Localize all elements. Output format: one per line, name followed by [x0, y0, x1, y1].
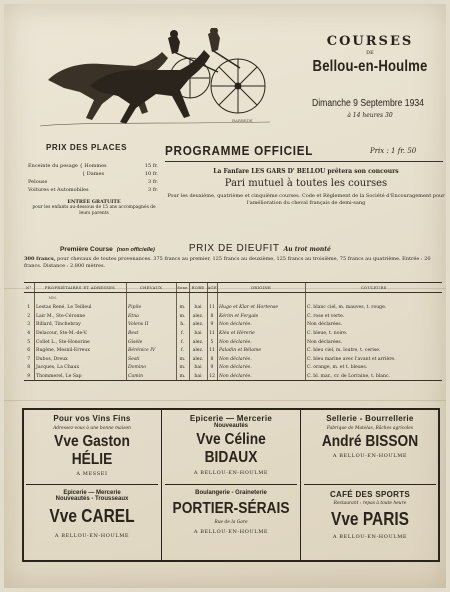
- race-heading: [60, 243, 440, 254]
- runner-number: 3: [27, 322, 31, 328]
- runner-number: 2: [27, 313, 31, 319]
- runner-owner: Lestas René, Le Teilleul: [34, 304, 126, 313]
- col-header: ROBE: [189, 283, 207, 293]
- ad-divider: [165, 484, 297, 485]
- table-row: [24, 304, 442, 313]
- runner-robe: bai: [189, 364, 207, 373]
- race-conditions: pour chevaux de toutes provenances. 375 francs au premier, 125 francs au deuxième, 125 francs au troisième, 75 francs au quatrième. Entrée : 20 francs. Distance : 2.800 mètres.: [24, 256, 431, 269]
- col-header: CHEVAUX: [126, 283, 176, 293]
- ad-name: Vve CAREL: [49, 506, 135, 526]
- divider: [165, 161, 443, 162]
- ad-subheading: Nouveautés - Trousseaux: [55, 496, 129, 502]
- prix-des-places-title: PRIX DES PLACES: [46, 143, 128, 152]
- ad-tagline: Restaurant : repas à toute heure: [333, 501, 407, 506]
- runner-owner: Jacques, La Chaux: [34, 364, 126, 373]
- runner-owner: Billard, Tinchebray: [34, 321, 126, 330]
- price-label: Enceinte du pesage { Hommes: [28, 163, 107, 169]
- pari-mutuel-title: Pari mutuel à toutes les courses: [224, 178, 388, 189]
- runner-origin: Kléa et Hérerie: [217, 329, 305, 338]
- runner-owner: Delacour, Ste-M.-de-V.: [34, 329, 126, 338]
- owner-prefix: MM.: [34, 293, 126, 304]
- ad-heading: Epicerie — Mercerie: [63, 490, 121, 496]
- runners-table: [24, 282, 442, 381]
- runner-origin: Non déclarée.: [217, 321, 305, 330]
- runner-number: 6: [27, 348, 31, 354]
- free-entry-text: pour les enfants au-dessous de 15 ans accompagnés de leurs parents: [32, 205, 156, 216]
- price-label: Voitures et Automobiles: [28, 187, 89, 193]
- table-row: [24, 312, 442, 321]
- ad-heading: Pour vos Vins Fins: [53, 414, 131, 423]
- runner-sex: f.: [176, 346, 189, 355]
- runner-number: 9: [24, 372, 34, 381]
- price-row: [28, 162, 158, 170]
- trotting-horses-engraving: [40, 28, 270, 128]
- ad-carel: [24, 490, 160, 539]
- runner-colors: C. bleue, t. noire.: [305, 329, 442, 338]
- ad-celine-bidaux: [163, 414, 299, 476]
- ad-name: PORTIER-SÉRAIS: [172, 500, 290, 517]
- price-value: 3 fr.: [147, 187, 158, 193]
- runner-robe: alez.: [189, 338, 207, 347]
- runner-sex: m.: [176, 312, 189, 321]
- runner-colors: C. blanc ciel, m. mauves, t. rouge.: [305, 304, 442, 313]
- race-description: [24, 256, 442, 269]
- runner-age: 8: [207, 355, 217, 364]
- runner-age: 5: [207, 338, 217, 347]
- table-row: [24, 364, 442, 373]
- runner-origin: Non déclarée.: [217, 364, 305, 373]
- runner-robe: alez.: [189, 346, 207, 355]
- runner-owner: Lair M., Ste-Céronne: [34, 312, 126, 321]
- runner-sex: m.: [176, 364, 189, 373]
- ad-subheading: Nouveautés: [213, 423, 248, 429]
- ad-place: A MESSEI: [76, 471, 108, 477]
- runner-origin: Non déclarée.: [217, 355, 305, 364]
- table-row: [24, 321, 442, 330]
- ad-divider: [300, 408, 301, 562]
- runner-horse: Etna: [126, 312, 176, 321]
- runner-sex: m.: [176, 372, 189, 381]
- ad-name: André BISSON: [321, 433, 419, 450]
- runner-sex: h.: [176, 321, 189, 330]
- runner-robe: alez.: [189, 355, 207, 364]
- event-hour: à 14 heures 30: [347, 112, 393, 119]
- runner-horse: Volens II: [126, 321, 176, 330]
- runner-colors: C. bl. mar., cr. de Lorraine, t. blanc.: [305, 372, 442, 381]
- race-label: Première Course: [60, 246, 113, 253]
- price-row: [28, 186, 158, 194]
- pari-mutuel-desc: Pour les deuxième, quatrième et cinquième courses. Code et Règlement de la Société d'Encouragement pour l'amélioration du cheval français de demi-sang: [167, 193, 445, 206]
- ad-name: Vve Gaston HÉLIE: [54, 433, 130, 468]
- ad-place: A BELLOU-EN-HOULME: [193, 529, 269, 535]
- programme-price: Prix : 1 fr. 50: [370, 147, 417, 155]
- runner-robe: bai: [189, 304, 207, 313]
- runner-origin: Non déclarée.: [217, 338, 305, 347]
- runner-age: 12: [207, 372, 217, 381]
- ad-place: A BELLOU-EN-HOULME: [332, 534, 408, 540]
- de-label: DE: [366, 50, 374, 56]
- runner-owner: Thommerel, Le Sap: [34, 372, 126, 381]
- event-date: Dimanche 9 Septembre 1934: [312, 98, 424, 109]
- runner-robe: bai: [189, 329, 207, 338]
- ad-place: A BELLOU-EN-HOULME: [332, 453, 408, 459]
- race-purse: 300 francs,: [24, 256, 56, 262]
- ad-tagline: Fabrique de Matelas, Bâches agricoles: [326, 426, 414, 431]
- runner-horse: Sesti: [126, 355, 176, 364]
- runner-number: 4: [27, 331, 31, 337]
- price-value: 10 fr.: [144, 171, 158, 177]
- runner-colors: C. bleu ciel, m. loutre, t. cerise.: [305, 346, 442, 355]
- ad-portier-serais: [163, 490, 299, 535]
- programme-title: PROGRAMME OFFICIEL: [165, 143, 314, 158]
- runner-horse: Pipile: [126, 304, 176, 313]
- town-name: Bellou-en-Houlme: [312, 58, 428, 75]
- price-label: Pelouse: [28, 179, 48, 185]
- runner-number: 1: [27, 305, 31, 311]
- table-header-row: [24, 283, 442, 293]
- ad-name: Vve Céline BIDAUX: [196, 431, 266, 466]
- runner-origin: Paladin et Bélame: [217, 346, 305, 355]
- table-subheader-row: [24, 293, 442, 304]
- runner-horse: Domino: [126, 364, 176, 373]
- col-header: AGE: [207, 283, 217, 293]
- runner-sex: m.: [176, 304, 189, 313]
- ad-place: A BELLOU-EN-HOULME: [193, 470, 269, 476]
- table-row: [24, 338, 442, 347]
- ad-gaston-helie: [24, 414, 160, 477]
- fanfare-note: La Fanfare LES GARS D' BELLOU prêtera son concours: [213, 168, 399, 175]
- runner-horse: Gisèle: [126, 338, 176, 347]
- col-header: ORIGINE: [217, 283, 305, 293]
- price-row: [28, 170, 158, 178]
- ad-divider: [26, 484, 158, 485]
- runner-robe: alez.: [189, 321, 207, 330]
- runner-age: 9: [207, 364, 217, 373]
- runner-age: 11: [207, 346, 217, 355]
- ad-divider: [304, 484, 436, 485]
- ad-address: Rue de la Gare: [214, 520, 248, 525]
- runner-origin: Kérim et Fergale: [217, 312, 305, 321]
- price-row: [28, 178, 158, 186]
- runner-owner: Collet L., Ste-Honorine: [34, 338, 126, 347]
- runner-number: 7: [27, 356, 31, 362]
- free-entry-note: [28, 199, 160, 217]
- ad-place: A BELLOU-EN-HOULME: [54, 533, 130, 539]
- runner-colors: Non déclarées.: [305, 321, 442, 330]
- runner-origin: Hugo et Klar et Hortense: [217, 304, 305, 313]
- runner-age: 11: [207, 304, 217, 313]
- runner-colors: Non déclarées.: [305, 338, 442, 347]
- runner-origin: Non déclarée.: [217, 372, 305, 381]
- prix-des-places-list: [28, 162, 158, 194]
- runner-sex: f.: [176, 329, 189, 338]
- runner-owner: Dubos, Dreux: [34, 355, 126, 364]
- courses-title: COURSES: [326, 34, 414, 49]
- col-header: COULEURS: [305, 283, 442, 293]
- table-row: [24, 372, 442, 381]
- ad-divider: [161, 408, 162, 562]
- ad-tagline: Adressez-vous à une bonne maison: [53, 426, 131, 431]
- price-value: 15 fr.: [144, 163, 158, 169]
- col-header: Sexe: [176, 283, 189, 293]
- race-name: PRIX DE DIEUFIT: [188, 243, 280, 254]
- col-header: N°: [24, 283, 34, 293]
- price-value: 3 fr.: [147, 179, 158, 185]
- runner-robe: alez.: [189, 312, 207, 321]
- col-header: PROPRIÉTAIRES ET ADRESSES: [34, 283, 126, 293]
- runner-colors: C. rose et verte.: [305, 312, 442, 321]
- runner-number: 8: [27, 365, 31, 371]
- runner-age: 9: [207, 321, 217, 330]
- table-row: [24, 329, 442, 338]
- runner-robe: bai: [189, 372, 207, 381]
- runner-sex: m.: [176, 355, 189, 364]
- race-note: (non officielle): [116, 247, 155, 253]
- ad-heading: Boulangerie - Graineterie: [195, 490, 267, 496]
- engraving-caption: BARBEDE: [232, 118, 253, 123]
- runner-horse: Best: [126, 329, 176, 338]
- ad-heading: Epicerie — Mercerie: [189, 414, 273, 423]
- ad-heading: CAFÉ DES SPORTS: [329, 490, 411, 499]
- ad-heading: Sellerie - Bourrellerie: [326, 414, 414, 423]
- runner-colors: C. bleu marine avec l'avant et arrière.: [305, 355, 442, 364]
- runner-horse: Camin: [126, 372, 176, 381]
- runner-number: 5: [27, 339, 31, 345]
- runner-age: 11: [207, 329, 217, 338]
- runner-owner: Rugène, Mesnil-Erreux: [34, 346, 126, 355]
- race-type: Au trot monté: [283, 246, 331, 253]
- free-entry-title: ENTRÉE GRATUITE: [67, 199, 121, 205]
- runner-horse: Bérénice IV: [126, 346, 176, 355]
- ad-andre-bisson: [302, 414, 438, 459]
- table-row: [24, 355, 442, 364]
- ad-name: Vve PARIS: [330, 509, 409, 529]
- ad-cafe-des-sports: [302, 490, 438, 540]
- runner-sex: f.: [176, 338, 189, 347]
- table-row: [24, 346, 442, 355]
- fold-line: [4, 400, 446, 401]
- runner-age: 8: [207, 312, 217, 321]
- price-label: { Dames: [82, 171, 105, 177]
- runner-colors: C. orange, m. et t. bleues.: [305, 364, 442, 373]
